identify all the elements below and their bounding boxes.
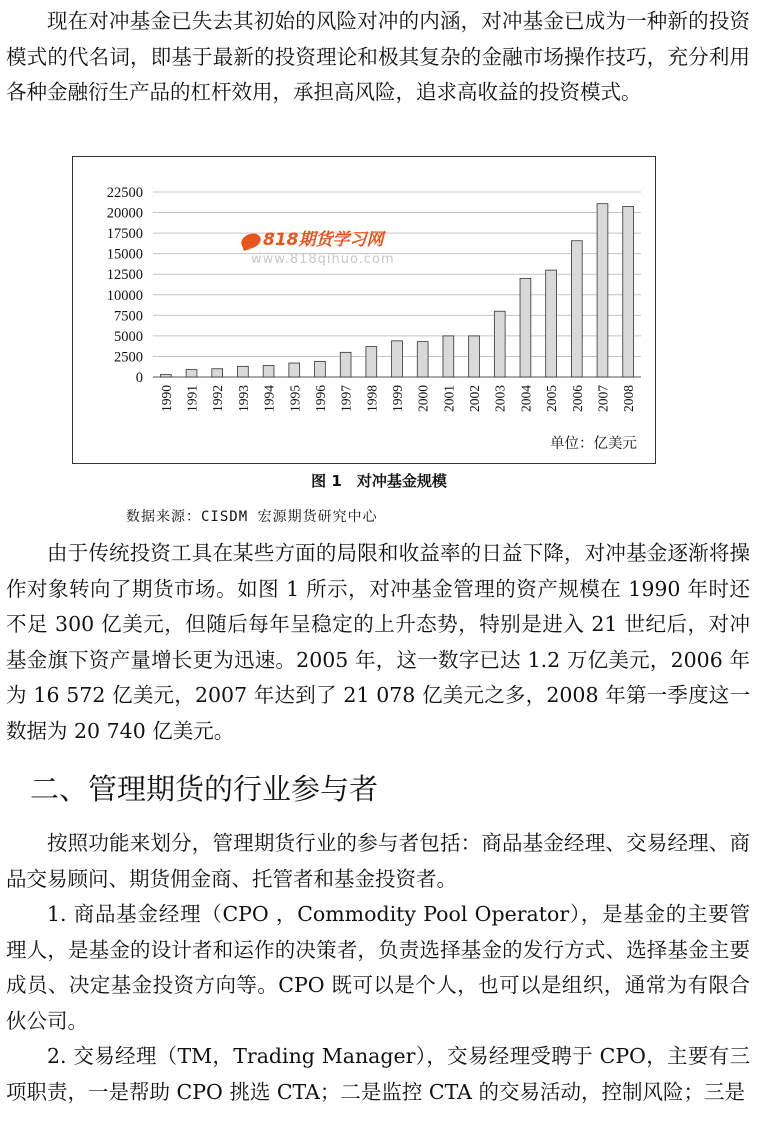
x-tick-label: 1994 [261,385,277,412]
chart-unit-label: 单位：亿美元 [550,436,637,452]
bar [186,370,197,377]
bar [520,278,531,377]
x-tick-label: 1992 [210,385,226,412]
x-tick-label: 1993 [235,385,251,412]
bar [366,347,377,377]
y-tick-label: 7500 [114,308,143,325]
hedge-fund-size-chart [72,156,656,464]
y-tick-label: 22500 [106,185,143,201]
x-tick-label: 1990 [158,385,174,412]
x-tick-label: 2007 [595,385,611,412]
x-tick-label: 1991 [184,385,200,412]
bar [238,366,249,377]
watermark [241,225,395,267]
y-tick-label: 15000 [106,246,143,263]
bar [392,341,403,377]
bar [494,311,505,377]
bar [315,361,326,377]
bar [417,342,428,377]
figure-caption: 图 1 对冲基金规模 [311,472,447,490]
bar-chart-svg [73,157,657,465]
x-tick-label: 2006 [569,384,585,412]
y-tick-label: 0 [135,370,143,386]
x-tick-label: 1995 [287,385,303,412]
bar [546,270,557,377]
bar [289,363,300,377]
data-source: 数据来源：CISDM 宏源期货研究中心 [126,509,378,525]
y-tick-label: 10000 [106,287,143,304]
x-tick-label: 2003 [492,385,508,412]
x-tick-label: 1998 [364,385,380,412]
x-tick-label: 2004 [518,385,534,412]
watermark-logo-text: 818期货学习网 [263,230,384,250]
item2-paragraph: 2. 交易经理（TM，Trading Manager），交易经理受聘于 CPO，主要有三项职责，一是帮助 CPO 挑选 CTA；二是监控 CTA 的交易活动，控制风险；三是 [6,1044,750,1104]
y-tick-label: 17500 [106,226,143,243]
bar [340,352,351,377]
x-tick-label: 1996 [312,385,328,412]
intro-paragraph: 现在对冲基金已失去其初始的风险对冲的内涵，对冲基金已成为一种新的投资模式的代名词，即基于最新的投资理论和极其复杂的金融市场操作技巧，充分利用各种金融衍生产品的杠杆效用，承担高风险，追求高收益的投资模式。 [6,9,750,104]
x-tick-label: 2002 [467,385,483,412]
x-tick-label: 2000 [415,385,431,412]
item1-paragraph: 1. 商品基金经理（CPO ，Commodity Pool Operator），是基金的主要管理人，是基金的设计者和运作的决策者，负责选择基金的发行方式、选择基金主要成员、决定基金投资方向等。CPO 既可以是个人，也可以是组织，通常为有限合伙公司。 [6,902,750,1033]
x-tick-label: 2001 [441,385,457,412]
bar [469,336,480,377]
x-tick-label: 2008 [621,385,637,412]
y-tick-label: 12500 [106,267,143,284]
bar [623,206,634,377]
y-tick-label: 5000 [114,328,143,345]
bar [263,365,274,377]
flame-logo-icon [239,231,263,251]
watermark-url: www.818qihuo.com [251,252,395,267]
bar [212,369,223,377]
y-tick-label: 20000 [106,205,143,222]
analysis-paragraph: 由于传统投资工具在某些方面的局限和收益率的日益下降，对冲基金逐渐将操作对象转向了期货市场。如图 1 所示，对冲基金管理的资产规模在 1990 年时还不足 300 亿美元，但随后每年呈稳定的上升态势，特别是进入 21 世纪后，对冲基金旗下资产量增长更为迅速。2005 年，这一数字已达 1.2 万亿美元，2006 年为 16 572 亿美元，2007 年达到了 21 078 亿美元之多，2008 年第一季度这一数据为 20 740 亿美元。 [6,541,750,743]
x-tick-label: 1999 [390,385,405,412]
bar [571,241,582,377]
bar [443,336,454,377]
bar [597,204,608,377]
y-tick-label: 2500 [114,349,143,366]
x-tick-label: 2005 [544,385,560,412]
section-heading: 二、管理期货的行业参与者 [30,772,379,806]
bar [160,375,171,377]
x-tick-label: 1997 [338,385,354,412]
section-intro-paragraph: 按照功能来划分，管理期货行业的参与者包括：商品基金经理、交易经理、商品交易顾问、期货佣金商、托管者和基金投资者。 [6,831,750,891]
